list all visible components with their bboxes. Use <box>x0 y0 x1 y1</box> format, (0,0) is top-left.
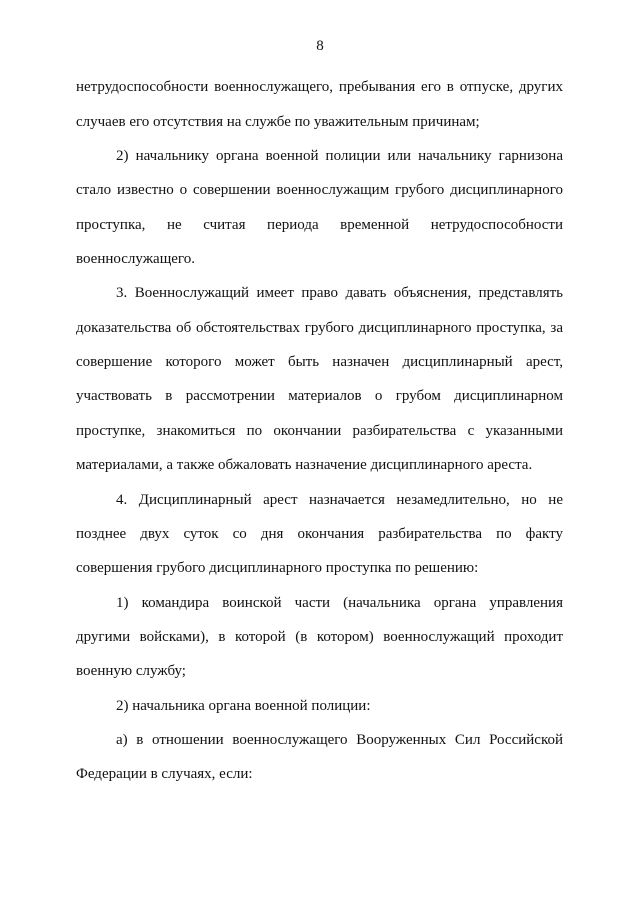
text-line: случаев его отсутствия на службе по уважительным причинам; <box>76 114 480 130</box>
text-line: а) в отношении военнослужащего Вооруженных Сил Российской <box>116 732 563 748</box>
text-line: Федерации в случаях, если: <box>76 766 253 782</box>
text-line: 2) начальника органа военной полиции: <box>116 698 371 714</box>
text-line: 3. Военнослужащий имеет право давать объяснения, представлять <box>116 285 563 301</box>
text-line: материалами, а также обжаловать назначение дисциплинарного ареста. <box>76 457 533 473</box>
text-line: 2) начальнику органа военной полиции или начальнику гарнизона <box>116 148 563 164</box>
text-line: военнослужащего. <box>76 251 195 267</box>
text-line: участвовать в рассмотрении материалов о грубом дисциплинарном <box>76 388 563 404</box>
text-line: нетрудоспособности военнослужащего, пребывания его в отпуске, других <box>76 79 563 95</box>
text-line: военную службу; <box>76 663 186 679</box>
text-line: другими войсками), в которой (в котором) военнослужащий проходит <box>76 629 563 645</box>
text-line: позднее двух суток со дня окончания разбирательства по факту <box>76 526 563 542</box>
text-line: совершение которого может быть назначен дисциплинарный арест, <box>76 354 563 370</box>
text-line: проступка, не считая периода временной нетрудоспособности <box>76 217 563 233</box>
text-line: 1) командира воинской части (начальника органа управления <box>116 595 563 611</box>
page-number: 8 <box>316 38 324 54</box>
text-line: стало известно о совершении военнослужащим грубого дисциплинарного <box>76 182 563 198</box>
text-line: 4. Дисциплинарный арест назначается незамедлительно, но не <box>116 492 563 508</box>
text-line: доказательства об обстоятельствах грубого дисциплинарного проступка, за <box>76 320 563 336</box>
text-line: совершения грубого дисциплинарного проступка по решению: <box>76 560 479 576</box>
text-line: проступке, знакомиться по окончании разбирательства с указанными <box>76 423 563 439</box>
